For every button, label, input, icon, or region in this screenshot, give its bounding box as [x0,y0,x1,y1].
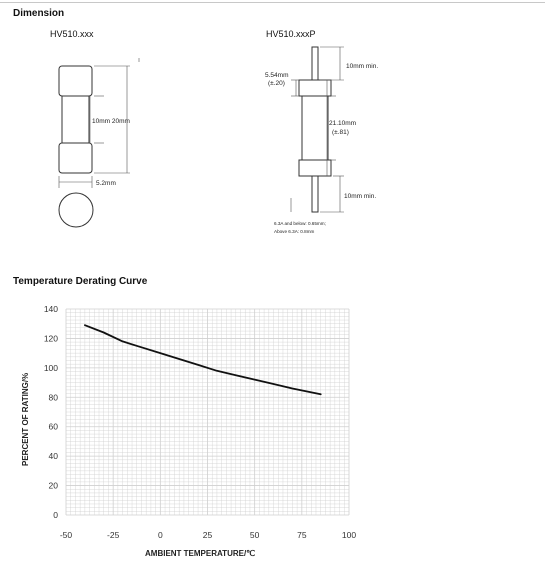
x-tick-label: 75 [297,530,307,540]
x-tick-label: -25 [107,530,120,540]
right-body-tolerance-label: (±.81) [332,129,349,136]
chart-heading: Temperature Derating Curve [13,276,148,287]
x-tick-label: 25 [202,530,213,540]
left-length-label: 10mm 20mm [92,118,130,125]
x-axis-label: AMBIENT TEMPERATURE/℃ [145,549,256,558]
right-body-length-label: 21.10mm [329,120,357,127]
y-tick-label: 80 [48,392,58,403]
y-axis-label: PERCENT OF RATING/% [21,372,30,466]
right-bottom-lead-label: 10mm min. [344,193,377,200]
chart-ticks [44,304,357,540]
chart-grid [66,309,349,515]
y-tick-label: 140 [43,304,58,314]
left-part-title: HV510.xxx [50,29,94,39]
right-cap-diameter-label: 5.54mm [265,72,289,79]
dimension-heading: Dimension [13,8,65,19]
y-tick-label: 60 [48,421,58,432]
y-tick-label: 40 [48,451,58,462]
right-part-title: HV510.xxxP [266,29,316,39]
y-tick-label: 120 [43,333,58,344]
x-tick-label: 100 [341,530,357,540]
x-tick-label: 0 [157,530,163,540]
x-tick-label: -50 [59,530,73,540]
right-top-lead-label: 10mm min. [346,63,379,70]
y-tick-label: 0 [53,510,58,520]
right-lead-note-line2: Above 6.3A: 0.8mm [274,229,315,234]
right-cap-tolerance-label: (±.20) [268,80,285,87]
left-diameter-label: 5.2mm [96,180,116,187]
y-tick-label: 100 [43,362,58,373]
right-lead-note-line1: 6.3A and below: 0.65mm; [274,221,326,226]
y-tick-label: 20 [48,480,58,491]
x-tick-label: 50 [249,530,260,540]
